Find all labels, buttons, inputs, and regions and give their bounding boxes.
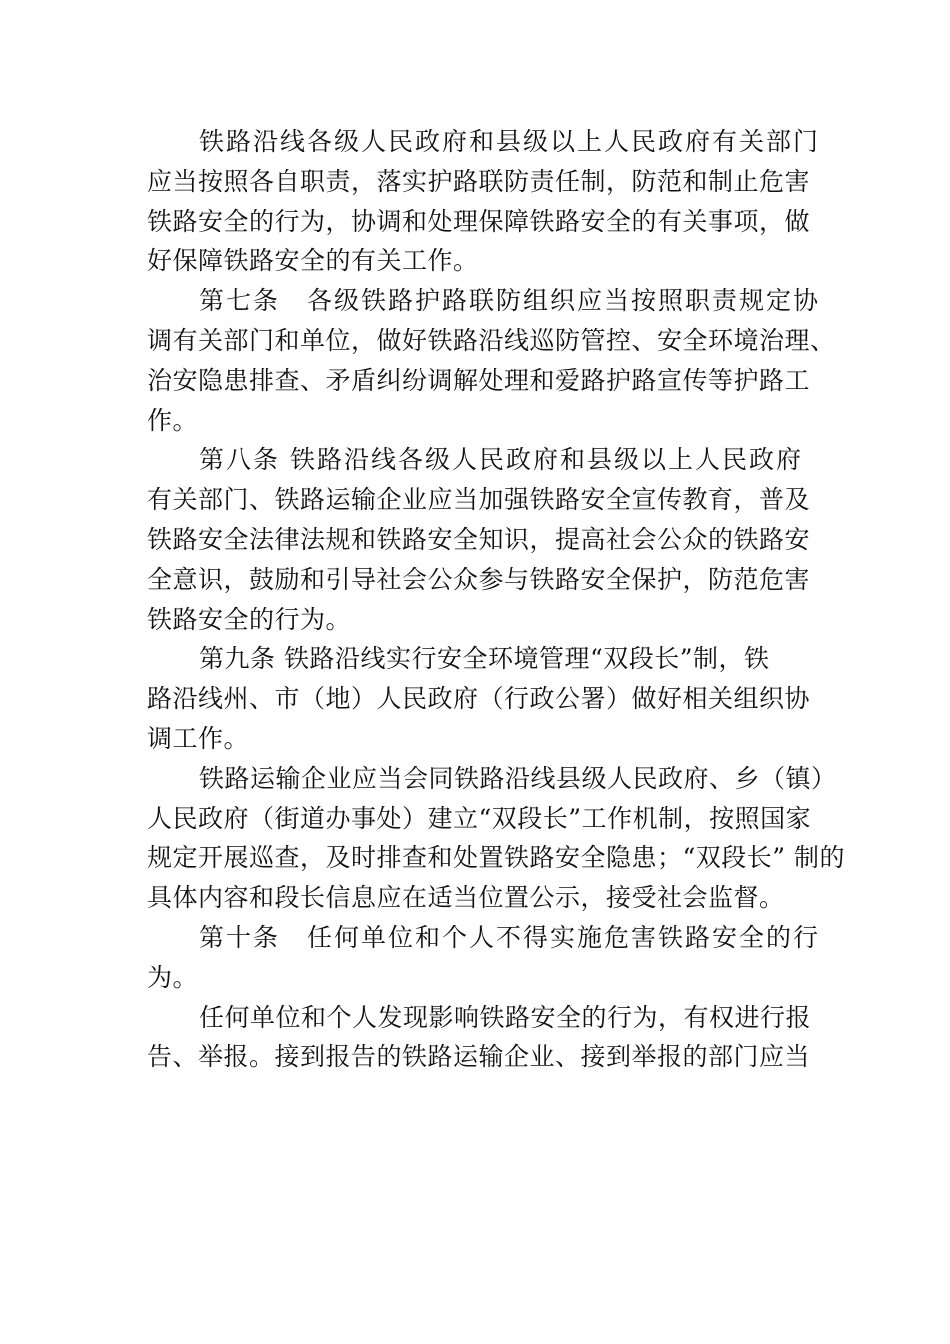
document-body (147, 122, 846, 1077)
article-8-heading-line: 第八条 铁路沿线各级人民政府和县级以上人民政府 (199, 445, 803, 475)
text-line: 应当按照各自职责，落实护路联防责任制，防范和制止危害 (147, 166, 811, 196)
text-line: 有关部门、铁路运输企业应当加强铁路安全宣传教育，普及 (147, 485, 811, 515)
text-line: 规定开展巡查，及时排查和处置铁路安全隐患；“双段长” 制的 (147, 843, 846, 873)
text-line: 具体内容和段长信息应在适当位置公示，接受社会监督。 (147, 883, 785, 913)
text-line: 任何单位和个人发现影响铁路安全的行为，有权进行报 (199, 1002, 812, 1032)
text-line: 人民政府（街道办事处）建立“双段长”工作机制，按照国家 (147, 803, 812, 833)
text-line: 治安隐患排查、矛盾纠纷调解处理和爱路护路宣传等护路工 (147, 365, 811, 395)
text-line: 告、举报。接到报告的铁路运输企业、接到举报的部门应当 (147, 1042, 811, 1072)
text-line: 全意识，鼓励和引导社会公众参与铁路安全保护，防范危害 (147, 564, 811, 594)
text-line: 为。 (147, 962, 199, 992)
article-9-heading-line: 第九条 铁路沿线实行安全环境管理“双段长”制，铁 (199, 644, 770, 674)
text-line: 铁路沿线各级人民政府和县级以上人民政府有关部门 (199, 127, 821, 156)
text-line: 铁路安全的行为。 (147, 604, 352, 634)
article-7-heading-line: 第七条 各级铁路护路联防组织应当按照职责规定协 (199, 286, 821, 316)
text-line: 作。 (147, 405, 199, 435)
text-line: 调工作。 (147, 723, 250, 753)
text-line: 好保障铁路安全的有关工作。 (147, 246, 479, 276)
article-10-heading-line: 第十条 任何单位和个人不得实施危害铁路安全的行 (199, 922, 821, 952)
text-line: 调有关部门和单位，做好铁路沿线巡防管控、安全环境治理、 (147, 325, 836, 355)
text-line: 路沿线州、市（地）人民政府（行政公署）做好相关组织协 (147, 684, 811, 714)
text-line: 铁路运输企业应当会同铁路沿线县级人民政府、乡（镇） (199, 763, 837, 793)
text-line: 铁路安全的行为，协调和处理保障铁路安全的有关事项，做 (147, 206, 811, 236)
text-line: 铁路安全法律法规和铁路安全知识，提高社会公众的铁路安 (147, 524, 811, 554)
